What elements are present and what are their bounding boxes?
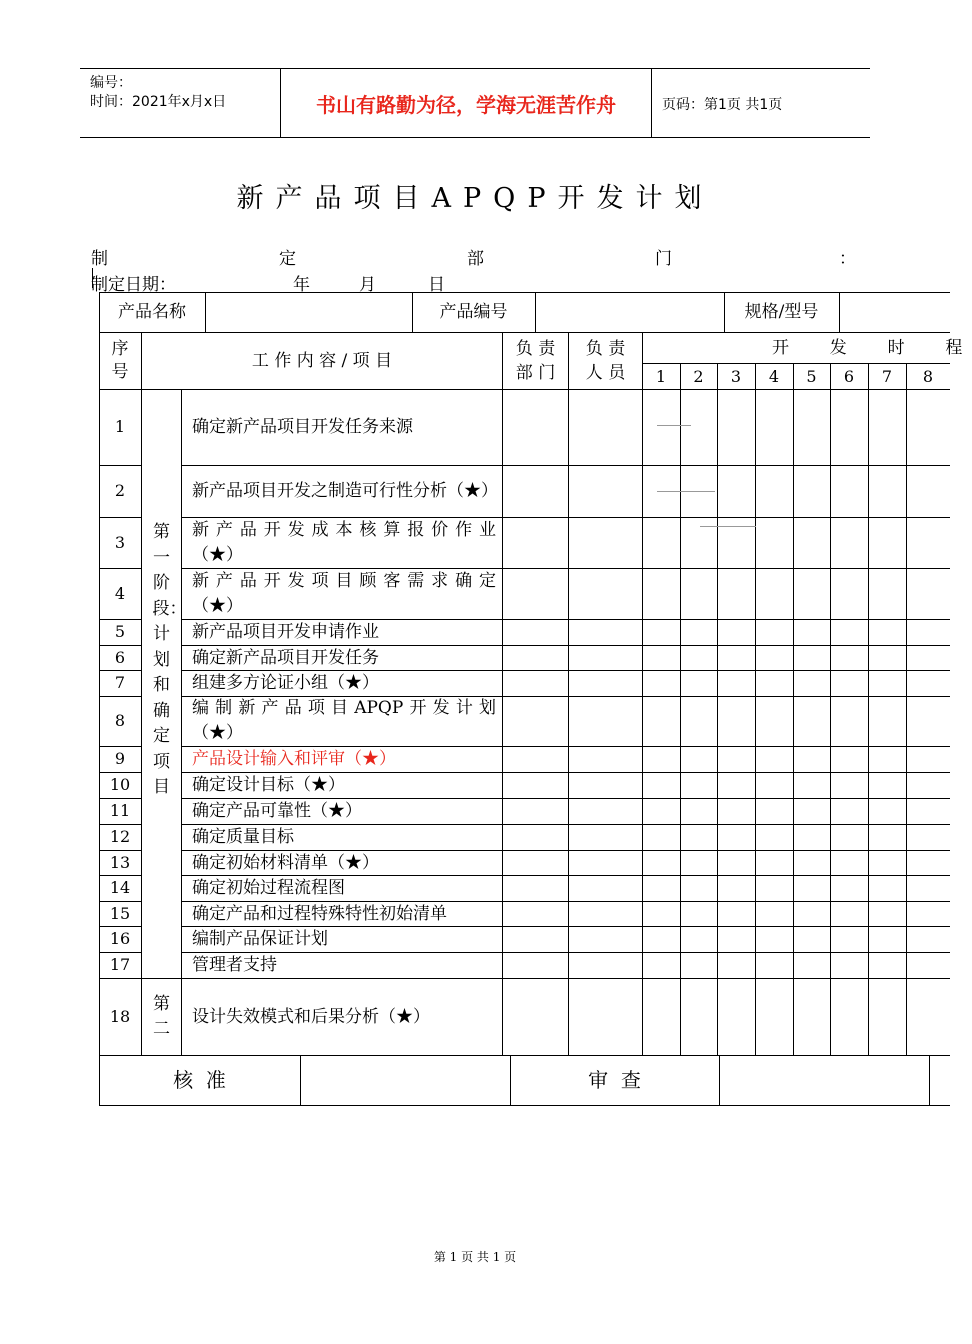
product-number-label: 产品编号 bbox=[439, 302, 508, 322]
phase1-label: 第一阶段：计划和确定项目 bbox=[152, 522, 187, 797]
date-year: 年 bbox=[293, 275, 310, 295]
review-label: 审 查 bbox=[588, 1068, 641, 1092]
responsible-dept-cell[interactable] bbox=[503, 927, 567, 952]
task-content bbox=[182, 772, 502, 798]
task-number: 14 bbox=[109, 878, 131, 897]
task-number: 1 bbox=[114, 417, 126, 436]
task-text: 确定设计目标（★） bbox=[192, 775, 345, 795]
task-content bbox=[182, 389, 502, 465]
responsible-person-cell[interactable] bbox=[569, 953, 641, 978]
task-content bbox=[182, 952, 502, 978]
responsible-dept-cell[interactable] bbox=[503, 851, 567, 875]
task-number: 8 bbox=[114, 711, 126, 730]
task-text: 组建多方论证小组（★） bbox=[192, 673, 379, 693]
header-seq: 序号 bbox=[111, 339, 129, 382]
page-footer: 第 1 页 共 1 页 bbox=[433, 1250, 517, 1264]
responsible-person-cell[interactable] bbox=[569, 671, 641, 696]
responsible-dept-cell[interactable] bbox=[503, 979, 567, 1055]
task-content bbox=[182, 978, 502, 1055]
header-content: 工 作 内 容 / 项 目 bbox=[251, 351, 393, 371]
page-title: 新产品项目APQP开发计划 bbox=[236, 183, 714, 214]
responsible-dept-cell[interactable] bbox=[503, 646, 567, 670]
task-content bbox=[182, 568, 502, 619]
responsible-person-cell[interactable] bbox=[569, 876, 641, 901]
header-person: 负 责 人 员 bbox=[585, 339, 626, 383]
slogan: 书山有路勤为径，学海无涯苦作舟 bbox=[316, 93, 616, 117]
period-5: 5 bbox=[806, 366, 817, 386]
gantt-bar-2 bbox=[657, 491, 715, 492]
task-number: 15 bbox=[109, 903, 131, 923]
responsible-dept-cell[interactable] bbox=[503, 390, 567, 465]
code-label: 编号： bbox=[90, 75, 132, 91]
gantt-bar-3 bbox=[700, 526, 756, 527]
task-text: 确定质量目标 bbox=[192, 827, 294, 847]
task-text: 确定初始材料清单（★） bbox=[192, 852, 379, 873]
responsible-dept-cell[interactable] bbox=[503, 825, 567, 850]
task-content bbox=[182, 619, 502, 645]
responsible-dept-cell[interactable] bbox=[503, 466, 567, 517]
responsible-person-cell[interactable] bbox=[569, 646, 641, 670]
task-number: 9 bbox=[114, 749, 126, 768]
responsible-person-cell[interactable] bbox=[569, 902, 641, 926]
task-text: 确定新产品项目开发任务 bbox=[192, 647, 379, 668]
task-number: 6 bbox=[114, 647, 126, 667]
review-field[interactable] bbox=[720, 1056, 928, 1104]
task-number: 10 bbox=[109, 775, 131, 794]
period-3: 3 bbox=[730, 366, 742, 386]
task-text: 编制产品保证计划 bbox=[192, 929, 328, 949]
task-content bbox=[182, 798, 502, 824]
product-name-label: 产品名称 bbox=[118, 302, 186, 322]
date-day: 日 bbox=[428, 275, 445, 295]
approve-label: 核 准 bbox=[173, 1068, 226, 1092]
responsible-person-cell[interactable] bbox=[569, 466, 641, 517]
task-content bbox=[182, 824, 502, 850]
task-number: 4 bbox=[114, 583, 126, 603]
dept-char-2: 定 bbox=[279, 249, 296, 269]
task-content bbox=[182, 875, 502, 901]
header-page-cell bbox=[652, 69, 870, 137]
period-1: 1 bbox=[655, 366, 667, 386]
task-text: 编制新产品项目APQP开发计划 （★） bbox=[192, 698, 496, 743]
responsible-dept-cell[interactable] bbox=[503, 569, 567, 619]
task-number: 3 bbox=[114, 532, 126, 552]
header-meta bbox=[80, 69, 281, 137]
responsible-person-cell[interactable] bbox=[569, 390, 641, 465]
page-info: 页码：第1页 共1页 bbox=[662, 97, 783, 113]
responsible-person-cell[interactable] bbox=[569, 697, 641, 746]
period-6: 6 bbox=[843, 366, 855, 386]
task-content bbox=[182, 517, 502, 568]
task-number: 13 bbox=[109, 852, 131, 872]
responsible-dept-cell[interactable] bbox=[503, 747, 567, 772]
task-number: 5 bbox=[114, 622, 126, 641]
time-label: 时间：2021年x月x日 bbox=[90, 94, 227, 110]
period-2: 2 bbox=[693, 366, 704, 386]
responsible-person-cell[interactable] bbox=[569, 773, 641, 798]
task-text: 产品设计输入和评审（★） bbox=[192, 749, 396, 769]
task-number: 2 bbox=[114, 481, 126, 500]
task-number: 12 bbox=[109, 827, 131, 846]
task-text: 确定产品和过程特殊特性初始清单 bbox=[192, 903, 447, 924]
period-4: 4 bbox=[768, 366, 780, 386]
gantt-bar-1 bbox=[657, 425, 691, 426]
responsible-dept-cell[interactable] bbox=[503, 953, 567, 978]
responsible-dept-cell[interactable] bbox=[503, 697, 567, 746]
period-8: 8 bbox=[922, 366, 934, 386]
task-content bbox=[182, 696, 502, 746]
task-number: 16 bbox=[109, 929, 131, 948]
task-number: 18 bbox=[109, 1006, 131, 1026]
responsible-person-cell[interactable] bbox=[569, 825, 641, 850]
responsible-person-cell[interactable] bbox=[569, 518, 641, 568]
responsible-person-cell[interactable] bbox=[569, 979, 641, 1055]
responsible-person-cell[interactable] bbox=[569, 569, 641, 619]
responsible-dept-cell[interactable] bbox=[503, 518, 567, 568]
task-content bbox=[182, 850, 502, 875]
product-number-field[interactable] bbox=[536, 293, 723, 331]
task-content bbox=[182, 465, 502, 517]
task-number: 7 bbox=[114, 673, 126, 692]
spec-field[interactable] bbox=[840, 293, 950, 331]
responsible-dept-cell[interactable] bbox=[503, 773, 567, 798]
task-text: 新产品开发成本核算报价作业 （★） bbox=[192, 519, 496, 565]
task-text: 新产品开发项目顾客需求确定 （★） bbox=[192, 570, 496, 616]
task-text: 确定产品可靠性（★） bbox=[192, 801, 362, 821]
dept-char-1: 制 bbox=[91, 249, 108, 269]
dept-char-3: 部 bbox=[467, 249, 484, 269]
phase2-label: 第二 bbox=[153, 994, 170, 1039]
task-content bbox=[182, 746, 502, 772]
approve-field[interactable] bbox=[301, 1056, 509, 1104]
task-text: 新产品项目开发申请作业 bbox=[192, 622, 379, 642]
responsible-dept-cell[interactable] bbox=[503, 620, 567, 645]
date-month: 月 bbox=[359, 275, 376, 295]
header-slogan-cell bbox=[281, 69, 652, 137]
dept-char-4: 门 bbox=[655, 249, 672, 269]
document-header bbox=[80, 68, 870, 138]
responsible-dept-cell[interactable] bbox=[503, 876, 567, 901]
task-content bbox=[182, 901, 502, 926]
task-number: 11 bbox=[109, 801, 131, 820]
responsible-dept-cell[interactable] bbox=[503, 902, 567, 926]
product-name-field[interactable] bbox=[206, 293, 411, 331]
date-label: 制定日期： bbox=[91, 275, 176, 295]
period-7: 7 bbox=[881, 366, 893, 386]
task-content bbox=[182, 670, 502, 696]
dept-char-5: ： bbox=[839, 249, 856, 269]
task-text: 确定新产品项目开发任务来源 bbox=[192, 417, 413, 437]
task-number: 17 bbox=[109, 955, 131, 974]
responsible-dept-cell[interactable] bbox=[503, 671, 567, 696]
task-text: 管理者支持 bbox=[192, 955, 277, 975]
header-dept: 负 责 部 门 bbox=[515, 339, 556, 383]
responsible-person-cell[interactable] bbox=[569, 747, 641, 772]
spec-label: 规格/型号 bbox=[744, 302, 819, 322]
header-timeline: 开 发 时 程 bbox=[772, 338, 972, 358]
responsible-dept-cell[interactable] bbox=[503, 799, 567, 824]
responsible-person-cell[interactable] bbox=[569, 927, 641, 952]
task-content bbox=[182, 926, 502, 952]
responsible-person-cell[interactable] bbox=[569, 620, 641, 645]
task-content bbox=[182, 645, 502, 670]
task-text: 设计失效模式和后果分析（★） bbox=[192, 1006, 430, 1027]
responsible-person-cell[interactable] bbox=[569, 851, 641, 875]
task-text: 新产品项目开发之制造可行性分析（★） bbox=[192, 480, 498, 501]
responsible-person-cell[interactable] bbox=[569, 799, 641, 824]
task-text: 确定初始过程流程图 bbox=[192, 878, 345, 898]
